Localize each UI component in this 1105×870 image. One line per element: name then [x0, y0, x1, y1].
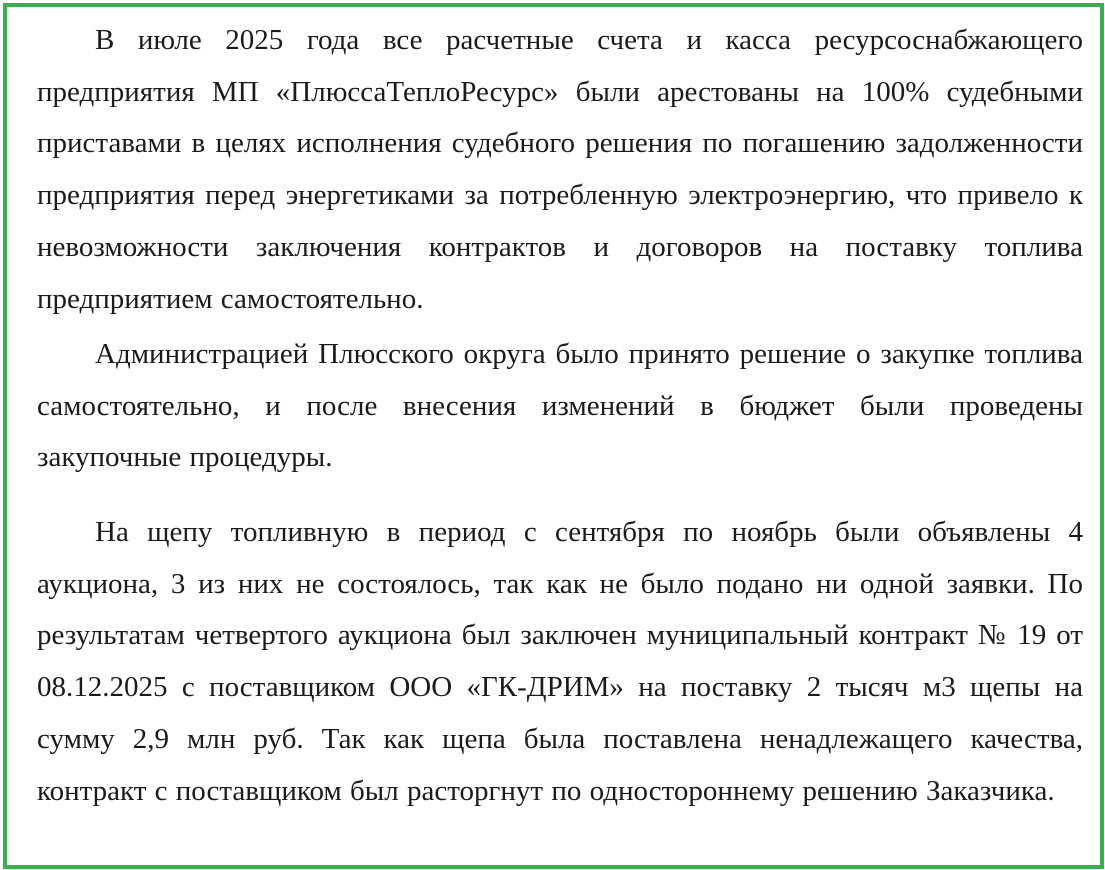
paragraph-auctions-contract: На щепу топливную в период с сентября по ноябрь были объявлены 4 аукциона, 3 из них не состоялось, так как не было подано ни одной заявки. По результатам четвертого аукциона был заключен муниципальный контракт № 19 от 08.12.2025 с поставщиком ООО «ГК-ДРИМ» на поставку 2 тысяч м3 щепы на сумму 2,9 млн руб. Так как щепа была поставлена ненадлежащего качества, контракт с поставщиком был расторгнут по одностороннему решению Заказчика.: [37, 516, 1083, 807]
paragraph-fuel-purchase-decision: Администрацией Плюсского округа было принято решение о закупке топлива самостоятельно, и после внесения изменений в бюджет были проведены закупочные процедуры.: [37, 338, 1083, 474]
paragraph-account-arrest: В июле 2025 года все расчетные счета и касса ресурсоснабжающего предприятия МП «ПлюссаТеплоРесурс» были арестованы на 100% судебными приставами в целях исполнения судебного решения по погашению задолженности предприятия перед энергетиками за потребленную электроэнергию, что привело к невозможности заключения контрактов и договоров на поставку топлива предприятием самостоятельно.: [37, 24, 1083, 315]
document-frame: [3, 3, 1104, 869]
